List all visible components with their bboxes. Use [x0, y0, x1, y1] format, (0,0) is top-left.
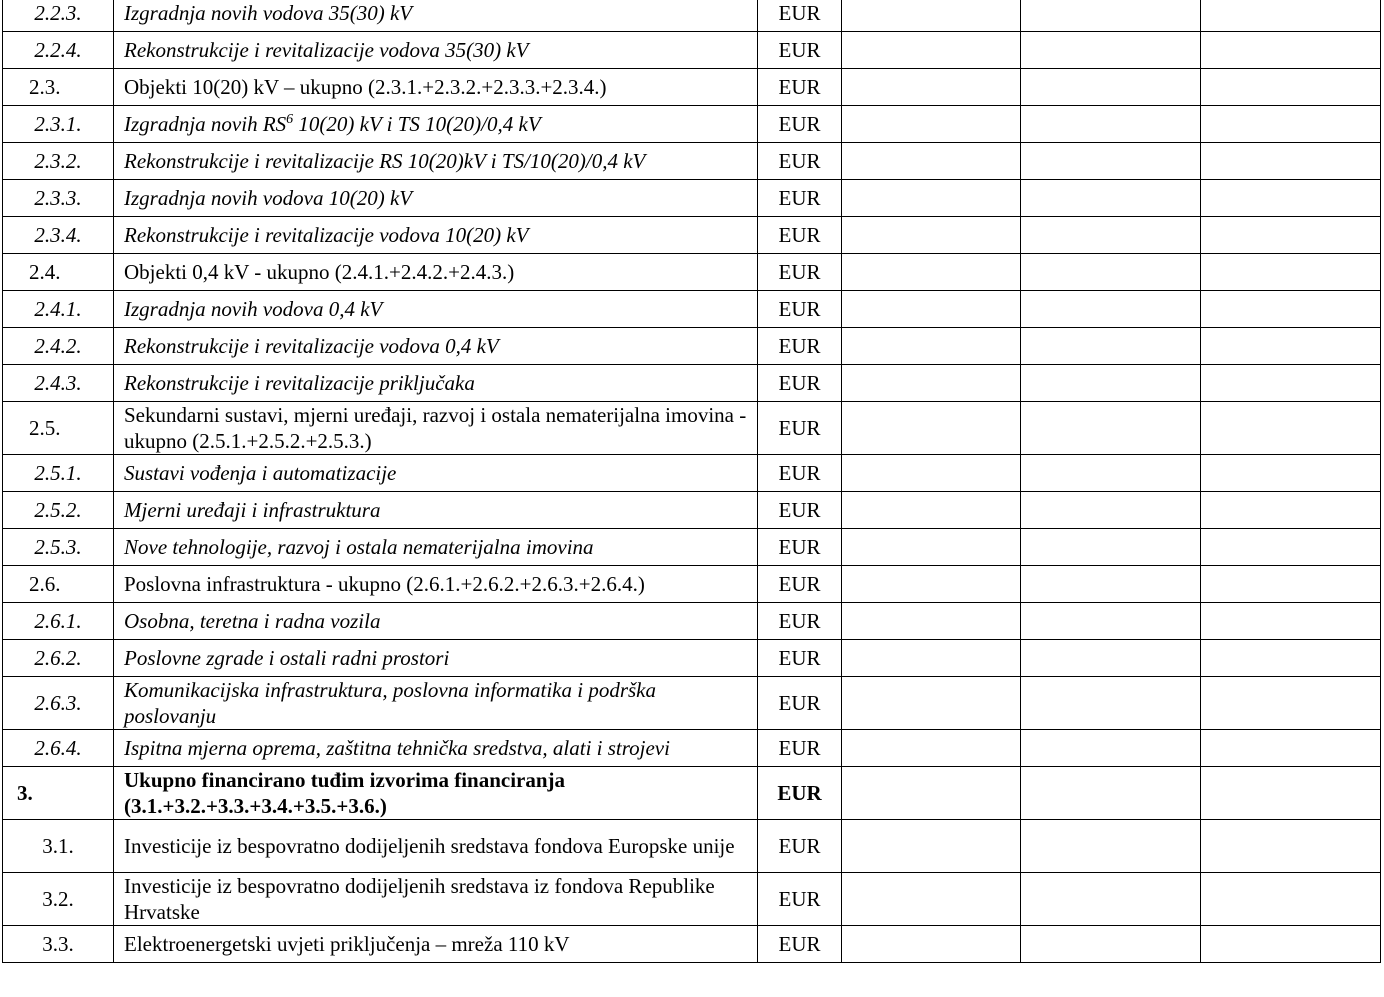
value-cell[interactable] — [1201, 69, 1381, 106]
row-number: 2.5.3. — [3, 529, 114, 566]
unit-cell: EUR — [758, 730, 842, 767]
unit-cell: EUR — [758, 566, 842, 603]
row-description: Sekundarni sustavi, mjerni uređaji, razvoj i ostala nematerijalna imovina - ukupno (2.5.1.+2.5.2.+2.5.3.) — [114, 402, 758, 455]
value-cell[interactable] — [1201, 767, 1381, 820]
table-row — [3, 365, 1381, 402]
value-cell[interactable] — [842, 873, 1021, 926]
value-cell[interactable] — [1201, 106, 1381, 143]
row-description: Elektroenergetski uvjeti priključenja – mreža 110 kV — [114, 926, 758, 963]
value-cell[interactable] — [1201, 455, 1381, 492]
value-cell[interactable] — [842, 492, 1021, 529]
value-cell[interactable] — [1201, 492, 1381, 529]
row-number: 2.6.3. — [3, 677, 114, 730]
row-number: 2.6.4. — [3, 730, 114, 767]
value-cell[interactable] — [842, 640, 1021, 677]
row-description: Sustavi vođenja i automatizacije — [114, 455, 758, 492]
value-cell[interactable] — [842, 254, 1021, 291]
unit-cell: EUR — [758, 254, 842, 291]
table-row — [3, 32, 1381, 69]
table-row — [3, 254, 1381, 291]
row-description: Objekti 10(20) kV – ukupno (2.3.1.+2.3.2.+2.3.3.+2.3.4.) — [114, 69, 758, 106]
unit-cell: EUR — [758, 492, 842, 529]
value-cell[interactable] — [1021, 873, 1201, 926]
row-number: 2.6.2. — [3, 640, 114, 677]
value-cell[interactable] — [842, 767, 1021, 820]
table-body — [3, 0, 1381, 963]
value-cell[interactable] — [1201, 677, 1381, 730]
table-row — [3, 730, 1381, 767]
value-cell[interactable] — [1021, 69, 1201, 106]
value-cell[interactable] — [1201, 365, 1381, 402]
table-row — [3, 492, 1381, 529]
table-row — [3, 106, 1381, 143]
unit-cell: EUR — [758, 402, 842, 455]
row-number: 2.3.4. — [3, 217, 114, 254]
unit-cell: EUR — [758, 529, 842, 566]
row-description: Poslovna infrastruktura - ukupno (2.6.1.+2.6.2.+2.6.3.+2.6.4.) — [114, 566, 758, 603]
row-description: Rekonstrukcije i revitalizacije RS 10(20)kV i TS/10(20)/0,4 kV — [114, 143, 758, 180]
row-number: 2.3. — [3, 69, 114, 106]
unit-cell: EUR — [758, 820, 842, 873]
unit-cell: EUR — [758, 217, 842, 254]
row-description: Mjerni uređaji i infrastruktura — [114, 492, 758, 529]
value-cell[interactable] — [1201, 143, 1381, 180]
row-description: Rekonstrukcije i revitalizacije vodova 0,4 kV — [114, 328, 758, 365]
row-number: 3. — [3, 767, 114, 820]
row-number: 2.6.1. — [3, 603, 114, 640]
unit-cell: EUR — [758, 640, 842, 677]
value-cell[interactable] — [842, 180, 1021, 217]
unit-cell: EUR — [758, 69, 842, 106]
description-text-continued: 10(20) kV i TS 10(20)/0,4 kV — [293, 112, 541, 136]
row-description: Ukupno financirano tuđim izvorima financiranja (3.1.+3.2.+3.3.+3.4.+3.5.+3.6.) — [114, 767, 758, 820]
unit-cell: EUR — [758, 180, 842, 217]
value-cell[interactable] — [1201, 180, 1381, 217]
row-description: Rekonstrukcije i revitalizacije vodova 10(20) kV — [114, 217, 758, 254]
value-cell[interactable] — [842, 291, 1021, 328]
value-cell[interactable] — [1201, 254, 1381, 291]
row-description: Izgradnja novih vodova 10(20) kV — [114, 180, 758, 217]
value-cell[interactable] — [1021, 180, 1201, 217]
unit-cell: EUR — [758, 328, 842, 365]
row-number: 2.4.3. — [3, 365, 114, 402]
unit-cell: EUR — [758, 455, 842, 492]
description-text: Izgradnja novih RS — [124, 112, 287, 136]
table-row — [3, 767, 1381, 820]
value-cell[interactable] — [842, 32, 1021, 69]
row-number: 2.3.2. — [3, 143, 114, 180]
row-number: 2.3.3. — [3, 180, 114, 217]
unit-cell: EUR — [758, 0, 842, 32]
value-cell[interactable] — [1201, 873, 1381, 926]
row-number: 2.5.1. — [3, 455, 114, 492]
value-cell[interactable] — [1201, 926, 1381, 963]
value-cell[interactable] — [1021, 677, 1201, 730]
row-number: 3.2. — [3, 873, 114, 926]
row-description: Objekti 0,4 kV - ukupno (2.4.1.+2.4.2.+2.4.3.) — [114, 254, 758, 291]
value-cell[interactable] — [842, 402, 1021, 455]
value-cell[interactable] — [1021, 402, 1201, 455]
row-number: 2.5. — [3, 402, 114, 455]
value-cell[interactable] — [842, 603, 1021, 640]
value-cell[interactable] — [1021, 0, 1201, 32]
investment-plan-table — [2, 0, 1381, 963]
row-number: 2.3.1. — [3, 106, 114, 143]
row-description: Osobna, teretna i radna vozila — [114, 603, 758, 640]
value-cell[interactable] — [1021, 730, 1201, 767]
row-number: 2.4.1. — [3, 291, 114, 328]
row-description: Izgradnja novih vodova 0,4 kV — [114, 291, 758, 328]
table-row — [3, 0, 1381, 32]
value-cell[interactable] — [842, 566, 1021, 603]
table-row — [3, 926, 1381, 963]
row-description: Rekonstrukcije i revitalizacije priključaka — [114, 365, 758, 402]
value-cell[interactable] — [842, 69, 1021, 106]
row-description: Poslovne zgrade i ostali radni prostori — [114, 640, 758, 677]
table-row — [3, 143, 1381, 180]
value-cell[interactable] — [1021, 106, 1201, 143]
value-cell[interactable] — [842, 365, 1021, 402]
footnote-marker: 6 — [286, 112, 294, 127]
row-number: 2.5.2. — [3, 492, 114, 529]
value-cell[interactable] — [1201, 566, 1381, 603]
unit-cell: EUR — [758, 32, 842, 69]
value-cell[interactable] — [1021, 328, 1201, 365]
row-description: Rekonstrukcije i revitalizacije vodova 35(30) kV — [114, 32, 758, 69]
value-cell[interactable] — [1201, 0, 1381, 32]
unit-cell: EUR — [758, 603, 842, 640]
row-description: Izgradnja novih vodova 35(30) kV — [114, 0, 758, 32]
value-cell[interactable] — [1021, 529, 1201, 566]
table-row — [3, 566, 1381, 603]
value-cell[interactable] — [842, 217, 1021, 254]
table-row — [3, 640, 1381, 677]
value-cell[interactable] — [842, 529, 1021, 566]
value-cell[interactable] — [1021, 217, 1201, 254]
value-cell[interactable] — [1201, 529, 1381, 566]
value-cell[interactable] — [1201, 730, 1381, 767]
row-description: Nove tehnologije, razvoj i ostala nematerijalna imovina — [114, 529, 758, 566]
value-cell[interactable] — [1021, 455, 1201, 492]
value-cell[interactable] — [842, 820, 1021, 873]
value-cell[interactable] — [842, 677, 1021, 730]
unit-cell: EUR — [758, 873, 842, 926]
row-description — [114, 106, 758, 143]
table-row — [3, 291, 1381, 328]
value-cell[interactable] — [1021, 603, 1201, 640]
row-description: Investicije iz bespovratno dodijeljenih sredstava iz fondova Republike Hrvatske — [114, 873, 758, 926]
value-cell[interactable] — [1201, 820, 1381, 873]
value-cell[interactable] — [1201, 328, 1381, 365]
value-cell[interactable] — [842, 730, 1021, 767]
value-cell[interactable] — [842, 0, 1021, 32]
table-row — [3, 455, 1381, 492]
value-cell[interactable] — [1201, 291, 1381, 328]
unit-cell: EUR — [758, 106, 842, 143]
value-cell[interactable] — [1201, 640, 1381, 677]
value-cell[interactable] — [842, 926, 1021, 963]
table-row — [3, 69, 1381, 106]
value-cell[interactable] — [1021, 820, 1201, 873]
row-number: 2.4. — [3, 254, 114, 291]
table-row — [3, 529, 1381, 566]
table-row — [3, 873, 1381, 926]
value-cell[interactable] — [1021, 365, 1201, 402]
unit-cell: EUR — [758, 365, 842, 402]
table-row — [3, 402, 1381, 455]
table-row — [3, 217, 1381, 254]
row-number: 2.2.4. — [3, 32, 114, 69]
table-row — [3, 328, 1381, 365]
value-cell[interactable] — [1021, 492, 1201, 529]
value-cell[interactable] — [1021, 566, 1201, 603]
value-cell[interactable] — [1201, 217, 1381, 254]
value-cell[interactable] — [1201, 32, 1381, 69]
row-number: 3.3. — [3, 926, 114, 963]
table-row — [3, 180, 1381, 217]
value-cell[interactable] — [1021, 640, 1201, 677]
unit-cell: EUR — [758, 926, 842, 963]
value-cell[interactable] — [1201, 402, 1381, 455]
value-cell[interactable] — [842, 328, 1021, 365]
value-cell[interactable] — [1021, 32, 1201, 69]
value-cell[interactable] — [1021, 291, 1201, 328]
row-number: 2.4.2. — [3, 328, 114, 365]
table-row — [3, 820, 1381, 873]
value-cell[interactable] — [1021, 767, 1201, 820]
table-row — [3, 603, 1381, 640]
row-number: 3.1. — [3, 820, 114, 873]
row-description: Investicije iz bespovratno dodijeljenih sredstava fondova Europske unije — [114, 820, 758, 873]
row-number: 2.6. — [3, 566, 114, 603]
row-number: 2.2.3. — [3, 0, 114, 32]
unit-cell: EUR — [758, 143, 842, 180]
table-row — [3, 677, 1381, 730]
unit-cell: EUR — [758, 767, 842, 820]
value-cell[interactable] — [1021, 143, 1201, 180]
unit-cell: EUR — [758, 677, 842, 730]
value-cell[interactable] — [842, 106, 1021, 143]
unit-cell: EUR — [758, 291, 842, 328]
row-description: Komunikacijska infrastruktura, poslovna informatika i podrška poslovanju — [114, 677, 758, 730]
value-cell[interactable] — [842, 143, 1021, 180]
value-cell[interactable] — [1021, 254, 1201, 291]
value-cell[interactable] — [1021, 926, 1201, 963]
value-cell[interactable] — [1201, 603, 1381, 640]
value-cell[interactable] — [842, 455, 1021, 492]
row-description: Ispitna mjerna oprema, zaštitna tehnička sredstva, alati i strojevi — [114, 730, 758, 767]
